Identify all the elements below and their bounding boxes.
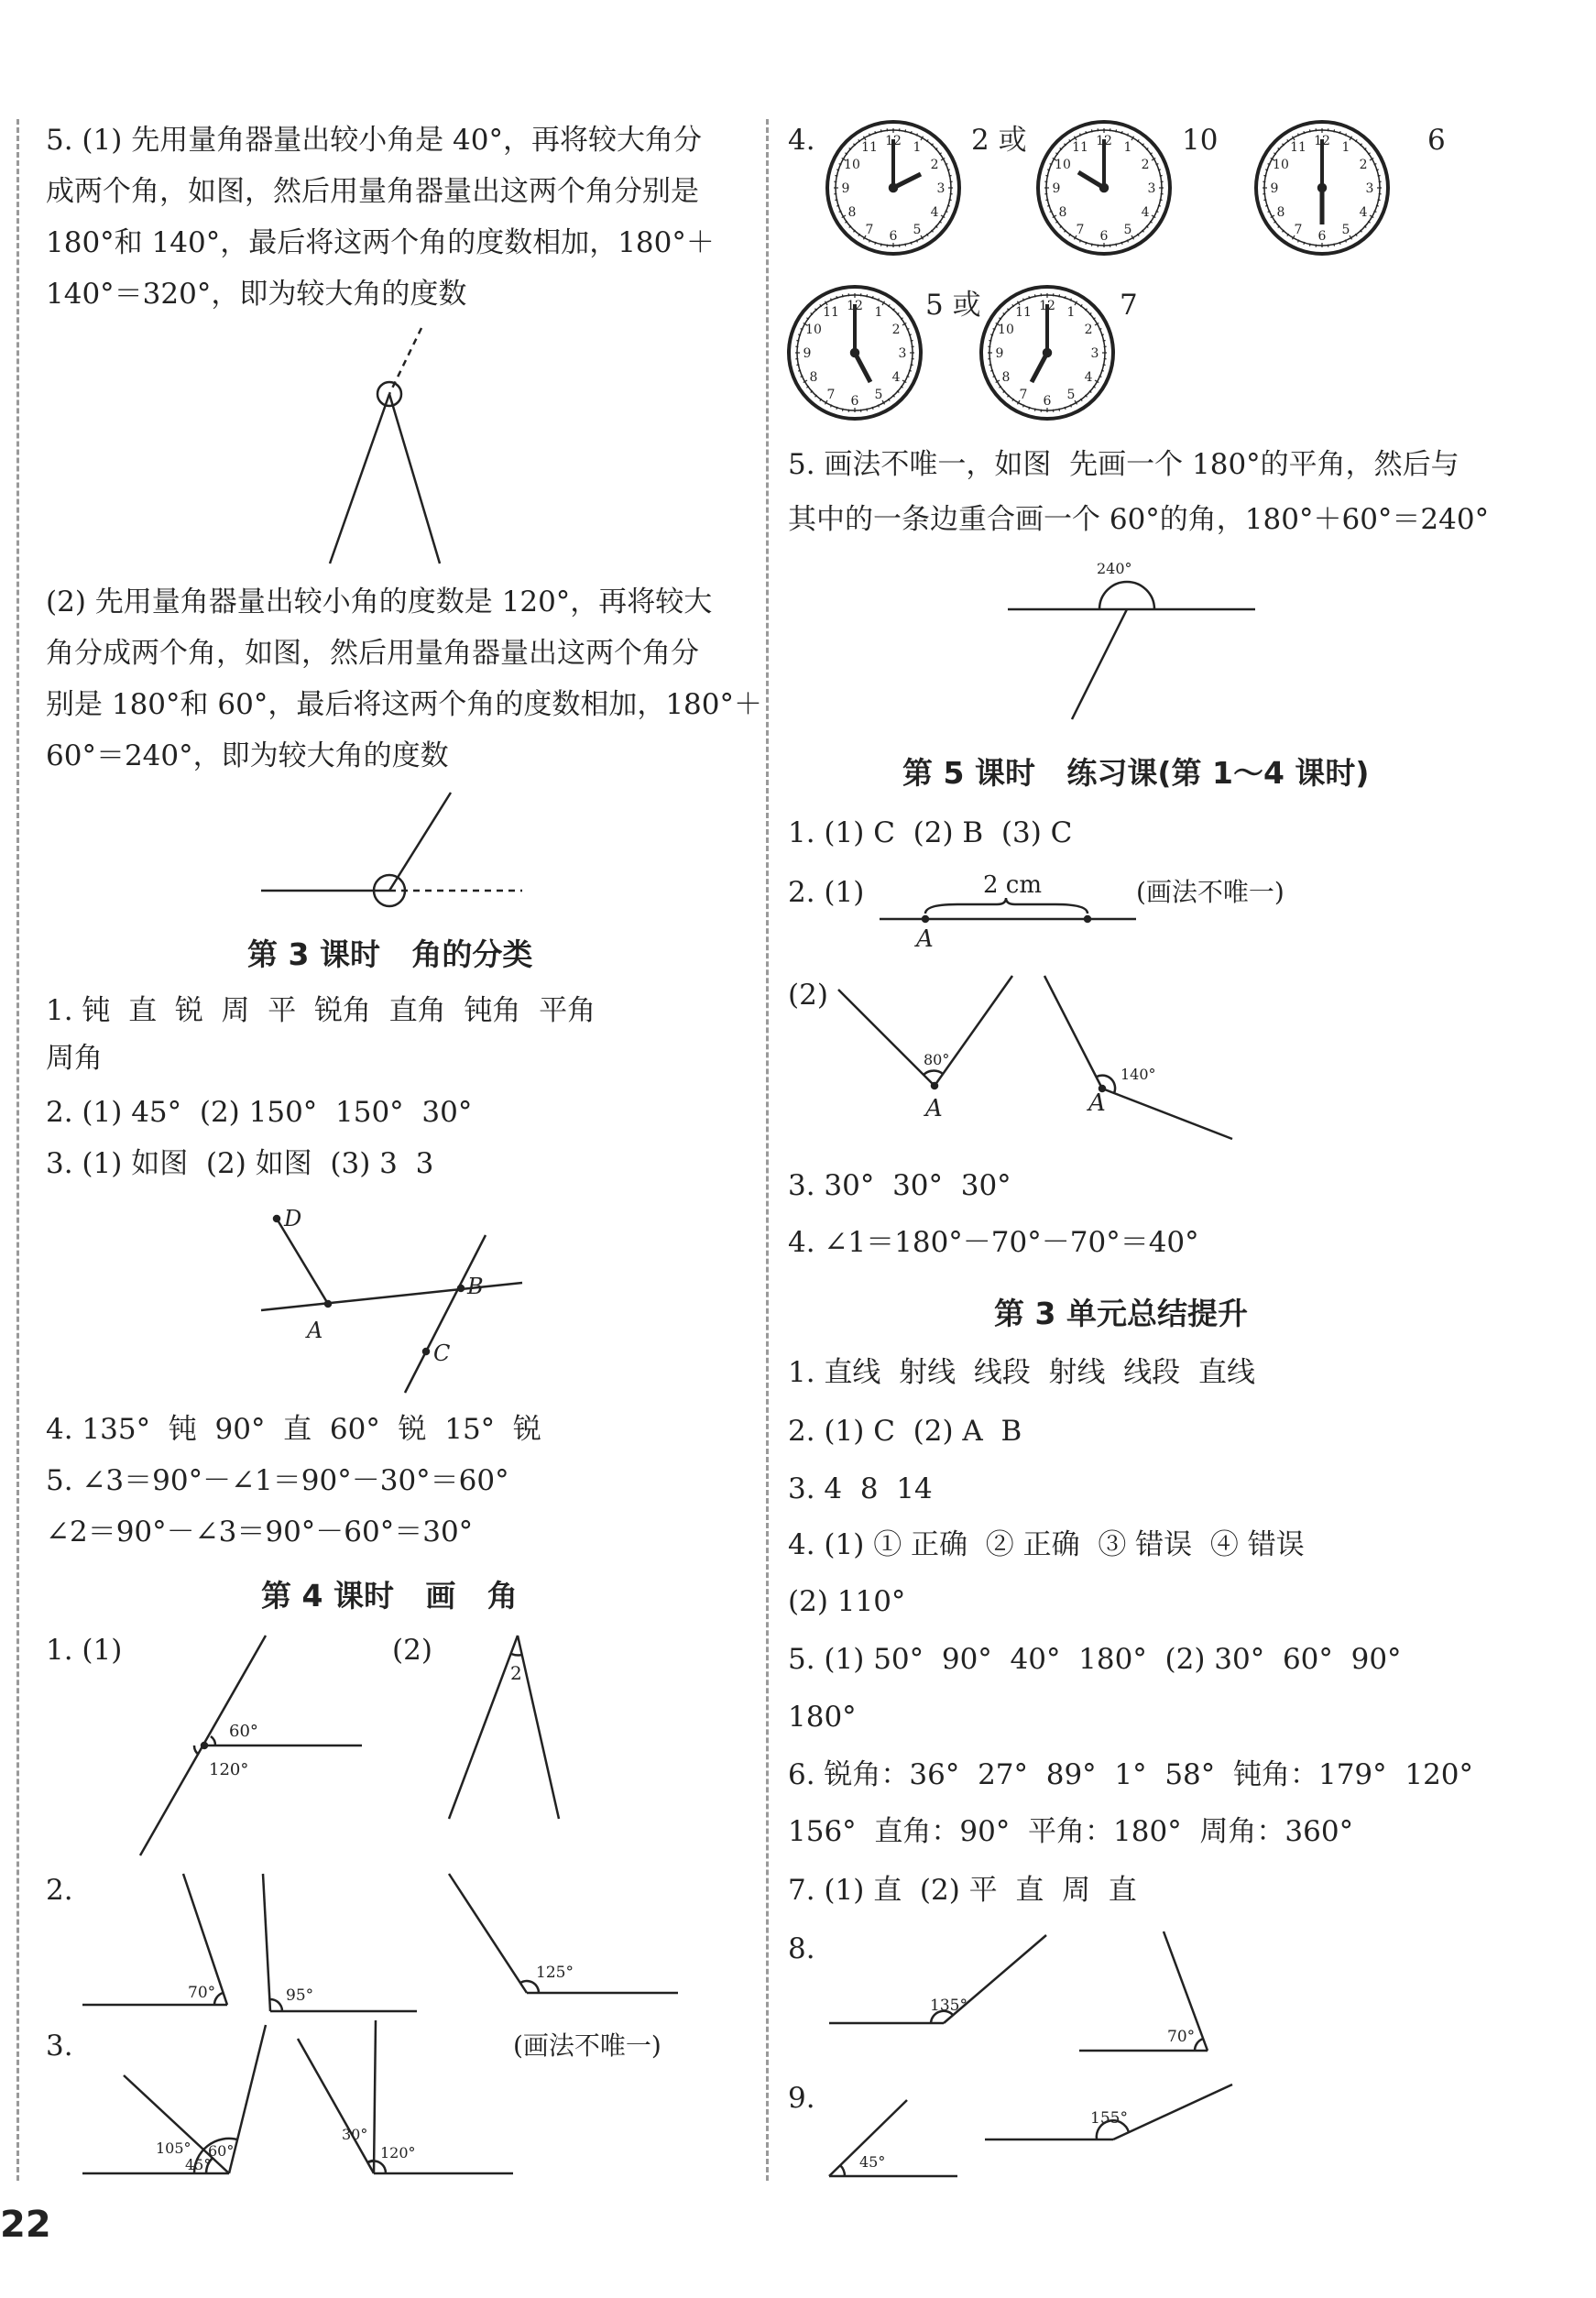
- page-number: 22: [0, 2204, 51, 2246]
- clock-tick: [867, 409, 868, 411]
- sec4-q1b: (2): [392, 1634, 432, 1667]
- clock-tick: [1116, 244, 1117, 246]
- angle125-ray: [449, 1874, 527, 1993]
- clock-numeral: 6: [1099, 229, 1109, 244]
- clock-numeral: 7: [865, 223, 874, 238]
- clock-tick: [1378, 175, 1381, 176]
- sec4-q2: 2.: [46, 1874, 73, 1907]
- clock-numeral: 3: [898, 346, 907, 361]
- sec5-line3: 3. 30° 30° 30°: [788, 1169, 1011, 1202]
- point-d: [274, 1216, 279, 1221]
- clock-numeral: 1: [1123, 139, 1132, 155]
- label-135: 135°: [930, 1997, 967, 2015]
- hour-hand: [1032, 353, 1047, 382]
- sec3-line3: 2. (1) 45° (2) 150° 150° 30°: [46, 1096, 473, 1129]
- measure-brace: [925, 898, 1088, 914]
- q5-2-line1: (2) 先用量角器量出较小角的度数是 120°，再将较大: [46, 585, 713, 618]
- clock-tick: [1160, 200, 1163, 201]
- angle80-vertex: [932, 1083, 937, 1089]
- clock-tick: [911, 340, 913, 341]
- column-divider: [766, 119, 769, 2181]
- sec4-q1-figure2: [440, 1631, 577, 1823]
- clock-numeral: 4: [930, 205, 939, 220]
- clock-tick: [1091, 244, 1092, 246]
- label-60: 60°: [229, 1722, 258, 1741]
- q5-2-figure: [257, 788, 531, 907]
- label-95: 95°: [286, 1986, 314, 2005]
- label-d: D: [284, 1206, 302, 1231]
- sec6-q8-figure: [825, 1924, 1219, 2057]
- sec6-line1: 1. 直线 射线 线段 射线 线段 直线: [788, 1356, 1255, 1389]
- clock-tick: [989, 340, 991, 341]
- clock-numeral: 10: [1055, 158, 1071, 172]
- clock-tick: [835, 200, 837, 201]
- label-60: 60°: [208, 2142, 235, 2160]
- label-a1: A: [925, 1095, 943, 1122]
- sec5-line4: 4. ∠1＝180°－70°－70°＝40°: [788, 1226, 1199, 1259]
- sec4-q1-figure1: [137, 1631, 376, 1860]
- sec3-line4: 3. (1) 如图 (2) 如图 (3) 3 3: [46, 1147, 434, 1180]
- clock-tick: [796, 340, 799, 341]
- sec6-line10: 7. (1) 直 (2) 平 直 周 直: [788, 1874, 1137, 1907]
- clock-numeral: 1: [1066, 304, 1076, 320]
- clock-numeral: 11: [823, 304, 839, 320]
- point-b: [458, 1286, 464, 1291]
- sec6-line4: 4. (1) ① 正确 ② 正确 ③ 错误 ④ 错误: [788, 1528, 1305, 1561]
- label-125: 125°: [536, 1964, 574, 1982]
- clock-2-answer: 10: [1182, 124, 1219, 157]
- sec3-figure: [247, 1191, 541, 1402]
- clock-numeral: 2: [1141, 158, 1150, 172]
- ray-left: [449, 1636, 518, 1819]
- clock-numeral: 1: [913, 139, 922, 155]
- hour-hand: [855, 353, 870, 382]
- clock-numeral: 9: [1052, 181, 1061, 196]
- clock-numeral: 6: [889, 229, 898, 244]
- clock-tick: [842, 294, 843, 297]
- section-title-unit3-summary: 第 3 单元总结提升: [994, 1296, 1248, 1331]
- label-140: 140°: [1120, 1066, 1156, 1083]
- clock-1: [825, 119, 971, 266]
- clock-tick: [911, 365, 913, 366]
- slanted-ray: [389, 793, 451, 891]
- clock-tick: [949, 200, 952, 201]
- section-title-lesson3: 第 3 课时 角的分类: [247, 936, 533, 972]
- clock-tick: [1160, 175, 1163, 176]
- ray-right: [518, 1636, 559, 1819]
- label-240: 240°: [1097, 560, 1132, 577]
- label-105: 105°: [156, 2139, 191, 2157]
- q5-2-line2: 角分成两个角，如图，然后用量角器量出这两个角分: [46, 637, 699, 670]
- clock-tick: [1045, 175, 1048, 176]
- clock-numeral: 6: [850, 394, 859, 409]
- clock-numeral: 11: [1072, 139, 1088, 155]
- q5-1-line1: 5. (1) 先用量角器量出较小角是 40°，再将较大角分: [46, 124, 702, 157]
- label-2cm: 2 cm: [983, 871, 1043, 899]
- clock-2: [1035, 119, 1182, 266]
- label-70: 70°: [188, 1984, 216, 2002]
- clock-numeral: 8: [1001, 370, 1011, 385]
- segment-end: [1085, 916, 1090, 922]
- sec3-line2: 周角: [46, 1042, 103, 1075]
- clock-numeral: 11: [1015, 304, 1032, 320]
- clock-tick: [949, 175, 952, 176]
- clock-tick: [1309, 244, 1310, 246]
- label-120: 120°: [209, 1760, 249, 1779]
- clock-tick: [1334, 244, 1335, 246]
- sec6-line11: 8.: [788, 1932, 815, 1965]
- clock-5: [978, 284, 1125, 431]
- section-title-lesson5: 第 5 课时 练习课(第 1～4 课时): [902, 755, 1370, 791]
- clock-4: [786, 284, 933, 431]
- sec6-line6: 5. (1) 50° 90° 40° 180° (2) 30° 60° 90°: [788, 1643, 1402, 1676]
- clock-numeral: 11: [861, 139, 878, 155]
- clock-tick: [867, 294, 868, 297]
- clock-numeral: 8: [1058, 205, 1067, 220]
- binding-margin-line: [16, 119, 19, 2181]
- clock-numeral: 4: [1084, 370, 1093, 385]
- label-2: 2: [510, 1662, 522, 1684]
- clock-tick: [1059, 409, 1060, 411]
- clock-tick: [835, 175, 837, 176]
- angle80-left-ray: [838, 990, 935, 1086]
- clock-numeral: 11: [1290, 139, 1306, 155]
- clock-numeral: 9: [1270, 181, 1279, 196]
- sec3-line7: ∠2＝90°－∠3＝90°－60°＝30°: [46, 1516, 474, 1548]
- sec6-line8: 6. 锐角：36° 27° 89° 1° 58° 钝角：179° 120°: [788, 1758, 1474, 1791]
- clock-numeral: 5: [874, 388, 883, 403]
- q5-2-line4: 60°＝240°，即为较大角的度数: [46, 739, 449, 772]
- angle80-arc: [924, 1071, 943, 1075]
- label-b: B: [467, 1274, 484, 1299]
- clock-tick: [880, 129, 881, 132]
- clock-numeral: 12: [1096, 134, 1112, 148]
- clock-numeral: 4: [1359, 205, 1368, 220]
- point-c: [423, 1349, 429, 1354]
- clock-numeral: 1: [1341, 139, 1350, 155]
- clock-numeral: 12: [1039, 299, 1055, 313]
- angle-arc: [1099, 582, 1154, 609]
- sec4-q2-figure: [82, 1869, 687, 2016]
- clock-numeral: 7: [826, 388, 836, 403]
- angle-arc: [511, 1654, 522, 1655]
- clock-1-answer: 2 或: [971, 124, 1027, 157]
- angle70-arc: [1195, 2039, 1203, 2051]
- label-30: 30°: [342, 2126, 368, 2143]
- sec3-line5: 4. 135° 钝 90° 直 60° 锐 15° 锐: [46, 1413, 541, 1446]
- hour-hand: [893, 174, 921, 188]
- sec6-line7: 180°: [788, 1701, 857, 1734]
- clock-numeral: 8: [847, 205, 857, 220]
- label-a: A: [307, 1318, 323, 1343]
- vertex: [202, 1743, 207, 1748]
- q5-1-line3: 180°和 140°，最后将这两个角的度数相加，180°＋: [46, 226, 715, 259]
- clock-tick: [1263, 175, 1266, 176]
- label-45: 45°: [859, 2153, 886, 2171]
- hour-hand: [1078, 172, 1104, 188]
- line-bc: [405, 1235, 486, 1393]
- ray-right: [389, 394, 440, 564]
- label-c: C: [433, 1340, 451, 1366]
- clock-4-answer: 5 或: [925, 289, 981, 322]
- q5-1-line2: 成两个角，如图，然后用量角器量出这两个角分别是: [46, 175, 699, 208]
- sec4-q3: 3.: [46, 2030, 73, 2063]
- clock-numeral: 5: [913, 223, 922, 238]
- angle140-ray1: [1044, 976, 1102, 1089]
- clock-numeral: 2: [930, 158, 939, 172]
- clock-numeral: 3: [936, 181, 946, 196]
- clock-tick: [796, 365, 799, 366]
- label-80: 80°: [924, 1051, 950, 1068]
- clock-numeral: 10: [1273, 158, 1289, 172]
- clock-tick: [905, 129, 906, 132]
- clock-3: [1253, 119, 1400, 266]
- sec5-line1: 1. (1) C (2) B (3) C: [788, 816, 1073, 849]
- clock-3-answer: 6: [1427, 124, 1446, 157]
- label-a: A: [916, 925, 934, 953]
- rq5-figure: [1003, 554, 1269, 728]
- label-155: 155°: [1090, 2109, 1128, 2128]
- sec6-line2: 2. (1) C (2) A B: [788, 1415, 1022, 1448]
- clock-tick: [1334, 129, 1335, 132]
- sec4-q3-figure: [82, 2016, 522, 2181]
- clock-tick: [1045, 200, 1048, 201]
- clock-numeral: 12: [885, 134, 902, 148]
- sec6-q9: 9.: [788, 2082, 815, 2115]
- clock-numeral: 10: [844, 158, 860, 172]
- sec5-segment-figure: [875, 866, 1150, 953]
- sec3-line6: 5. ∠3＝90°－∠1＝90°－30°＝60°: [46, 1464, 509, 1497]
- arc-60: [211, 1736, 215, 1745]
- sec6-line9: 156° 直角：90° 平角：180° 周角：360°: [788, 1815, 1354, 1848]
- clock-numeral: 9: [995, 346, 1004, 361]
- clock-numeral: 8: [809, 370, 818, 385]
- clock-numeral: 5: [1341, 223, 1350, 238]
- clock-numeral: 10: [805, 323, 822, 337]
- clock-numeral: 8: [1276, 205, 1285, 220]
- rq5-line2: 其中的一条边重合画一个 60°的角，180°＋60°＝240°: [788, 503, 1490, 536]
- arc-120: [194, 1745, 199, 1755]
- clock-numeral: 4: [1141, 205, 1150, 220]
- rq5-line1: 5. 画法不唯一，如图 先画一个 180°的平角，然后与: [788, 448, 1459, 481]
- clock-5-answer: 7: [1120, 289, 1138, 322]
- angle45-arc: [840, 2165, 845, 2176]
- ray-left: [330, 394, 389, 564]
- clock-tick: [989, 365, 991, 366]
- sec4-q1a: 1. (1): [46, 1634, 123, 1667]
- section-title-lesson4: 第 4 课时 画 角: [261, 1578, 518, 1614]
- angle80-right-ray: [935, 976, 1012, 1086]
- clock-numeral: 3: [1365, 181, 1374, 196]
- clock-tick: [1116, 129, 1117, 132]
- fig1-ray-60: [229, 2025, 266, 2173]
- clock-numeral: 2: [1084, 323, 1093, 337]
- clock-numeral: 7: [1294, 223, 1303, 238]
- sec5-q2-2: (2): [788, 979, 828, 1012]
- sec5-line2: 2. (1): [788, 876, 865, 909]
- clock-tick: [1103, 365, 1106, 366]
- rq4-label: 4.: [788, 124, 815, 157]
- clock-numeral: 3: [1147, 181, 1156, 196]
- sec6-line5: (2) 110°: [788, 1585, 906, 1618]
- clock-numeral: 10: [998, 323, 1014, 337]
- angle95-ray: [263, 1874, 270, 2011]
- point-a: [923, 916, 928, 922]
- clock-tick: [1309, 129, 1310, 132]
- clock-numeral: 6: [1043, 394, 1052, 409]
- angle155-ray: [1113, 2085, 1232, 2139]
- label-70: 70°: [1167, 2028, 1196, 2046]
- clock-numeral: 4: [891, 370, 901, 385]
- clock-numeral: 7: [1019, 388, 1028, 403]
- clock-numeral: 9: [803, 346, 812, 361]
- clock-tick: [1378, 200, 1381, 201]
- sec5-angles-figure: [834, 971, 1246, 1145]
- q5-2-line3: 别是 180°和 60°，最后将这两个角的度数相加，180°＋: [46, 688, 762, 721]
- slanted-ray: [1072, 609, 1127, 719]
- q5-1-figure: [312, 321, 458, 568]
- angle140-ray2: [1102, 1089, 1232, 1139]
- clock-tick: [905, 244, 906, 246]
- clock-numeral: 2: [891, 323, 901, 337]
- label-45: 45°: [185, 2156, 212, 2173]
- clock-tick: [1059, 294, 1060, 297]
- clock-numeral: 7: [1076, 223, 1085, 238]
- clock-tick: [1034, 409, 1035, 411]
- sec6-line3: 3. 4 8 14: [788, 1472, 933, 1505]
- q5-1-line4: 140°＝320°，即为较大角的度数: [46, 278, 467, 311]
- clock-tick: [1103, 340, 1106, 341]
- clock-numeral: 1: [874, 304, 883, 320]
- clock-numeral: 9: [841, 181, 850, 196]
- sec5-note: (画法不唯一): [1136, 877, 1284, 907]
- sec4-q3-note: (画法不唯一): [513, 2030, 661, 2061]
- clock-numeral: 2: [1359, 158, 1368, 172]
- clock-numeral: 5: [1066, 388, 1076, 403]
- clock-numeral: 12: [1314, 134, 1330, 148]
- fig2-ray: [298, 2039, 374, 2173]
- clock-tick: [880, 244, 881, 246]
- fig2-vertical: [374, 2020, 376, 2173]
- clock-tick: [842, 409, 843, 411]
- label-a2: A: [1088, 1089, 1106, 1117]
- clock-numeral: 3: [1090, 346, 1099, 361]
- label-120: 120°: [380, 2144, 416, 2161]
- clock-numeral: 12: [847, 299, 863, 313]
- sec3-line1: 1. 钝 直 锐 周 平 锐角 直角 钝角 平角: [46, 994, 596, 1027]
- sec6-q9-figure: [825, 2071, 1246, 2190]
- angle70-arc: [214, 1993, 223, 2005]
- clock-numeral: 5: [1123, 223, 1132, 238]
- clock-tick: [1263, 200, 1266, 201]
- clock-numeral: 6: [1317, 229, 1327, 244]
- clock-tick: [1091, 129, 1092, 132]
- clock-tick: [1034, 294, 1035, 297]
- point-a: [325, 1301, 331, 1307]
